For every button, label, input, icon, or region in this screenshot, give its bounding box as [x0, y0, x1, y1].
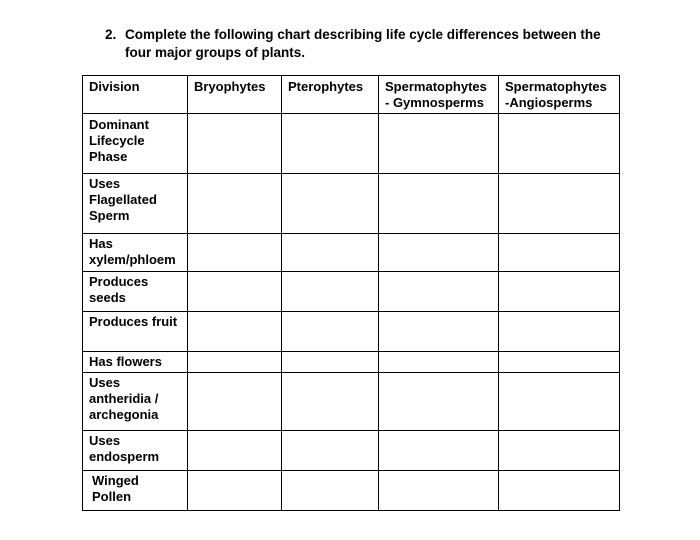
- answer-cell[interactable]: [282, 471, 379, 511]
- table-row: [83, 312, 620, 352]
- row-label: Uses Flagellated Sperm: [83, 174, 188, 234]
- table-row: [83, 373, 620, 431]
- answer-cell[interactable]: [499, 431, 620, 471]
- plant-lifecycle-chart: [82, 75, 620, 511]
- table-row: [83, 272, 620, 312]
- answer-cell[interactable]: [282, 272, 379, 312]
- answer-cell[interactable]: [188, 352, 282, 373]
- table-row: [83, 234, 620, 272]
- answer-cell[interactable]: [188, 234, 282, 272]
- table-row: [83, 471, 620, 511]
- header-bryophytes: Bryophytes: [188, 76, 282, 114]
- question-line-2: four major groups of plants.: [125, 45, 306, 60]
- answer-cell[interactable]: [379, 431, 499, 471]
- answer-cell[interactable]: [379, 114, 499, 174]
- row-label: Has xylem/phloem: [83, 234, 188, 272]
- answer-cell[interactable]: [188, 373, 282, 431]
- answer-cell[interactable]: [379, 373, 499, 431]
- row-label: Produces fruit: [83, 312, 188, 352]
- question-line-1-text: Complete the following chart describing life cycle differences between the: [125, 27, 601, 42]
- answer-cell[interactable]: [282, 352, 379, 373]
- answer-cell[interactable]: [499, 312, 620, 352]
- answer-cell[interactable]: [188, 312, 282, 352]
- answer-cell[interactable]: [379, 174, 499, 234]
- answer-cell[interactable]: [379, 471, 499, 511]
- answer-cell[interactable]: [188, 272, 282, 312]
- row-label: Uses endosperm: [83, 431, 188, 471]
- row-label: Dominant Lifecycle Phase: [83, 114, 188, 174]
- row-label: Produces seeds: [83, 272, 188, 312]
- table-row: [83, 352, 620, 373]
- header-gymnosperms: Spermatophytes - Gymnosperms: [379, 76, 499, 114]
- header-angiosperms: Spermatophytes -Angiosperms: [499, 76, 620, 114]
- answer-cell[interactable]: [379, 352, 499, 373]
- answer-cell[interactable]: [188, 471, 282, 511]
- answer-cell[interactable]: [499, 471, 620, 511]
- question-line-1: [105, 26, 645, 44]
- answer-cell[interactable]: [379, 312, 499, 352]
- answer-cell[interactable]: [499, 272, 620, 312]
- table-row: [83, 174, 620, 234]
- answer-cell[interactable]: [499, 174, 620, 234]
- answer-cell[interactable]: [379, 234, 499, 272]
- answer-cell[interactable]: [379, 272, 499, 312]
- table-row: [83, 114, 620, 174]
- answer-cell[interactable]: [499, 234, 620, 272]
- answer-cell[interactable]: [282, 174, 379, 234]
- answer-cell[interactable]: [188, 431, 282, 471]
- row-label: Has flowers: [83, 352, 188, 373]
- answer-cell[interactable]: [499, 373, 620, 431]
- header-pterophytes: Pterophytes: [282, 76, 379, 114]
- answer-cell[interactable]: [282, 114, 379, 174]
- table-row: [83, 431, 620, 471]
- question-number: 2.: [105, 27, 117, 42]
- question-text: [105, 26, 645, 62]
- answer-cell[interactable]: [499, 114, 620, 174]
- answer-cell[interactable]: [499, 352, 620, 373]
- header-row: [83, 76, 620, 114]
- answer-cell[interactable]: [282, 234, 379, 272]
- row-label: Winged Pollen: [83, 471, 188, 511]
- answer-cell[interactable]: [282, 431, 379, 471]
- answer-cell[interactable]: [282, 373, 379, 431]
- answer-cell[interactable]: [188, 174, 282, 234]
- answer-cell[interactable]: [188, 114, 282, 174]
- header-division: Division: [83, 76, 188, 114]
- answer-cell[interactable]: [282, 312, 379, 352]
- row-label: Uses antheridia / archegonia: [83, 373, 188, 431]
